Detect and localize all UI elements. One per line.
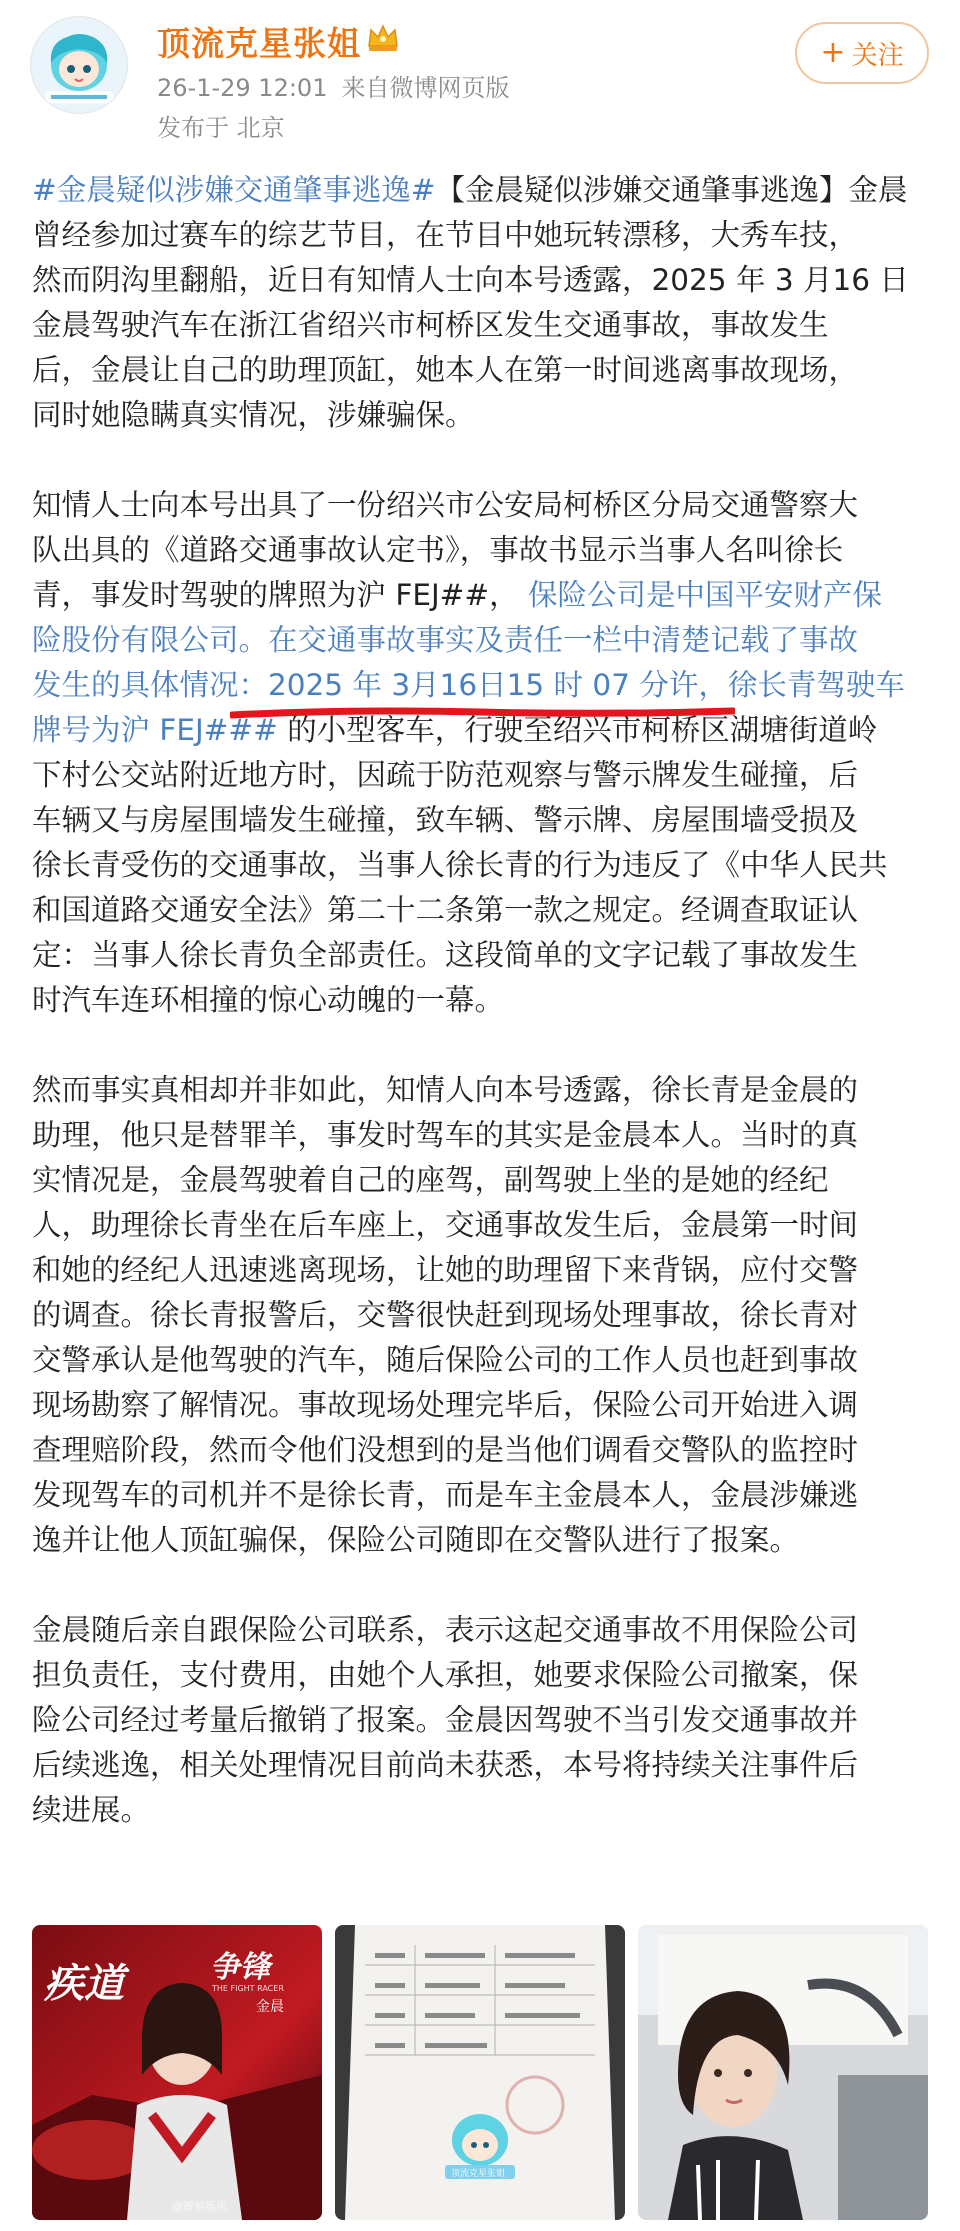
highlighted-text: 发生的具体情况：2025 年 3月16日15 时 07 分许，徐长青驾驶车	[32, 668, 905, 702]
plus-icon: +	[820, 35, 846, 70]
text-segment: 逸并让他人顶缸骗保，保险公司随即在交警队进行了报案。	[32, 1523, 800, 1557]
text-segment: 助理，他只是替罪羊，事发时驾车的其实是金晨本人。当时的真	[32, 1118, 859, 1152]
poster-caption: 金晨	[256, 1999, 284, 2015]
photo-thumbnail-3[interactable]	[638, 1925, 928, 2220]
user-name[interactable]: 顶流克星张姐	[157, 24, 361, 63]
text-segment: 交警承认是他驾驶的汽车，随后保险公司的工作人员也赶到事故	[32, 1343, 859, 1377]
poster-watermark: @新浪娱乐	[172, 2200, 227, 2213]
avatar-image	[31, 17, 127, 113]
text-line	[32, 258, 932, 303]
photo-grid	[32, 1925, 928, 2220]
text-segment: 然而阴沟里翻船，近日有知情人士向本号透露，2025 年 3 月16 日	[32, 263, 909, 297]
text-segment: 时汽车连环相撞的惊心动魄的一幕。	[32, 983, 505, 1017]
text-line	[32, 1473, 932, 1518]
highlighted-text: 保险公司是中国平安财产保	[518, 578, 883, 612]
text-line	[32, 798, 932, 843]
text-segment: 车辆又与房屋围墙发生碰撞，致车辆、警示牌、房屋围墙受损及	[32, 803, 859, 837]
text-segment: 查理赔阶段，然而令他们没想到的是当他们调看交警队的监控时	[32, 1433, 859, 1467]
red-underline-annotation	[230, 706, 735, 722]
text-line	[32, 1113, 932, 1158]
text-segment: 现场勘察了解情况。事故现场处理完毕后，保险公司开始进入调	[32, 1388, 859, 1422]
poster-title-right: 争锋	[210, 1950, 270, 1985]
text-line	[32, 348, 932, 393]
text-line	[32, 1743, 932, 1788]
post-paragraph	[32, 483, 932, 1023]
text-segment: 实情况是，金晨驾驶着自己的座驾，副驾驶上坐的是她的经纪	[32, 1163, 829, 1197]
text-segment: 金晨随后亲自跟保险公司联系，表示这起交通事故不用保险公司	[32, 1613, 859, 1647]
text-segment: 同时她隐瞒真实情况，涉嫌骗保。	[32, 398, 475, 432]
text-segment: 金晨驾驶汽车在浙江省绍兴市柯桥区发生交通事故，事故发生	[32, 308, 829, 342]
text-segment: 下村公交站附近地方时，因疏于防范观察与警示牌发生碰撞，后	[32, 758, 859, 792]
text-segment: 后，金晨让自己的助理顶缸，她本人在第一时间逃离事故现场，	[32, 353, 859, 387]
portrait-image	[638, 1925, 928, 2220]
text-line	[32, 663, 932, 708]
text-segment: 的调查。徐长青报警后，交警很快赶到现场处理事故，徐长青对	[32, 1298, 859, 1332]
post-source: 来自微博网页版	[341, 74, 510, 102]
text-segment: 【金晨疑似涉嫌交通肇事逃逸】金晨	[435, 173, 908, 207]
text-segment: 后续逃逸，相关处理情况目前尚未获悉，本号将持续关注事件后	[32, 1748, 859, 1782]
crown-icon	[365, 20, 401, 56]
text-line	[32, 483, 932, 528]
text-segment: 曾经参加过赛车的综艺节目，在节目中她玩转漂移，大秀车技，	[32, 218, 859, 252]
post-timestamp: 26-1-29 12:01	[157, 74, 328, 102]
highlighted-text: 牌号为沪 FEJ###	[32, 713, 278, 747]
hashtag-link[interactable]: #金晨疑似涉嫌交通肇事逃逸#	[32, 173, 436, 207]
poster-image	[32, 1925, 322, 2220]
text-line	[32, 1788, 932, 1833]
poster-subtitle: THE FIGHT RACER	[212, 1984, 284, 1993]
text-line	[32, 1428, 932, 1473]
post-header	[0, 0, 960, 160]
post-paragraph	[32, 168, 932, 438]
text-segment: 然而事实真相却并非如此，知情人向本号透露，徐长青是金晨的	[32, 1073, 859, 1107]
text-line	[32, 888, 932, 933]
text-line	[32, 1653, 932, 1698]
avatar[interactable]	[30, 16, 128, 114]
text-segment: 险公司经过考量后撤销了报案。金晨因驾驶不当引发交通事故并	[32, 1703, 859, 1737]
follow-label: 关注	[851, 40, 904, 71]
text-line	[32, 1338, 932, 1383]
text-line	[32, 1203, 932, 1248]
post-body	[32, 168, 932, 1878]
text-line	[32, 933, 932, 978]
text-segment: 发现驾车的司机并不是徐长青，而是车主金晨本人，金晨涉嫌逃	[32, 1478, 859, 1512]
text-line	[32, 528, 932, 573]
text-segment: 担负责任，支付费用，由她个人承担，她要求保险公司撤案，保	[32, 1658, 859, 1692]
text-line	[32, 618, 932, 663]
text-line	[32, 978, 932, 1023]
text-segment: 续进展。	[32, 1793, 151, 1827]
text-segment: 的小型客车，行驶至绍兴市柯桥区湖塘街道岭	[277, 713, 878, 747]
document-image	[335, 1925, 625, 2220]
text-segment: 青，事发时驾驶的牌照为沪 FEJ##，	[32, 578, 519, 612]
text-line	[32, 303, 932, 348]
poster-title-left: 疾道	[44, 1961, 124, 2007]
text-segment: 队出具的《道路交通事故认定书》，事故书显示当事人名叫徐长	[32, 533, 844, 567]
post-meta	[157, 68, 509, 103]
photo-thumbnail-2[interactable]	[335, 1925, 625, 2220]
text-line	[32, 213, 932, 258]
text-line	[32, 1293, 932, 1338]
text-line	[32, 1518, 932, 1563]
text-segment: 人，助理徐长青坐在后车座上，交通事故发生后，金晨第一时间	[32, 1208, 859, 1242]
text-line	[32, 843, 932, 888]
text-line	[32, 393, 932, 438]
text-line	[32, 1608, 932, 1653]
text-line	[32, 1383, 932, 1428]
text-line	[32, 1248, 932, 1293]
post-location: 发布于 北京	[157, 114, 285, 142]
text-line	[32, 1158, 932, 1203]
follow-button[interactable]	[795, 22, 929, 84]
text-segment: 知情人士向本号出具了一份绍兴市公安局柯桥区分局交通警察大	[32, 488, 859, 522]
text-line	[32, 753, 932, 798]
text-line	[32, 168, 932, 213]
text-line	[32, 1068, 932, 1113]
text-segment: 徐长青受伤的交通事故，当事人徐长青的行为违反了《中华人民共	[32, 848, 888, 882]
text-line	[32, 1698, 932, 1743]
post-paragraph	[32, 1608, 932, 1833]
text-segment: 和她的经纪人迅速逃离现场，让她的助理留下来背锅，应付交警	[32, 1253, 859, 1287]
text-line	[32, 573, 932, 618]
highlighted-text: 险股份有限公司。在交通事故事实及责任一栏中清楚记载了事故	[32, 623, 859, 657]
post-paragraph	[32, 1068, 932, 1563]
photo-thumbnail-1[interactable]	[32, 1925, 322, 2220]
text-segment: 定：当事人徐长青负全部责任。这段简单的文字记载了事故发生	[32, 938, 859, 972]
document-stamp-text: 顶流克星张姐	[451, 2169, 506, 2179]
text-segment: 和国道路交通安全法》第二十二条第一款之规定。经调查取证认	[32, 893, 859, 927]
